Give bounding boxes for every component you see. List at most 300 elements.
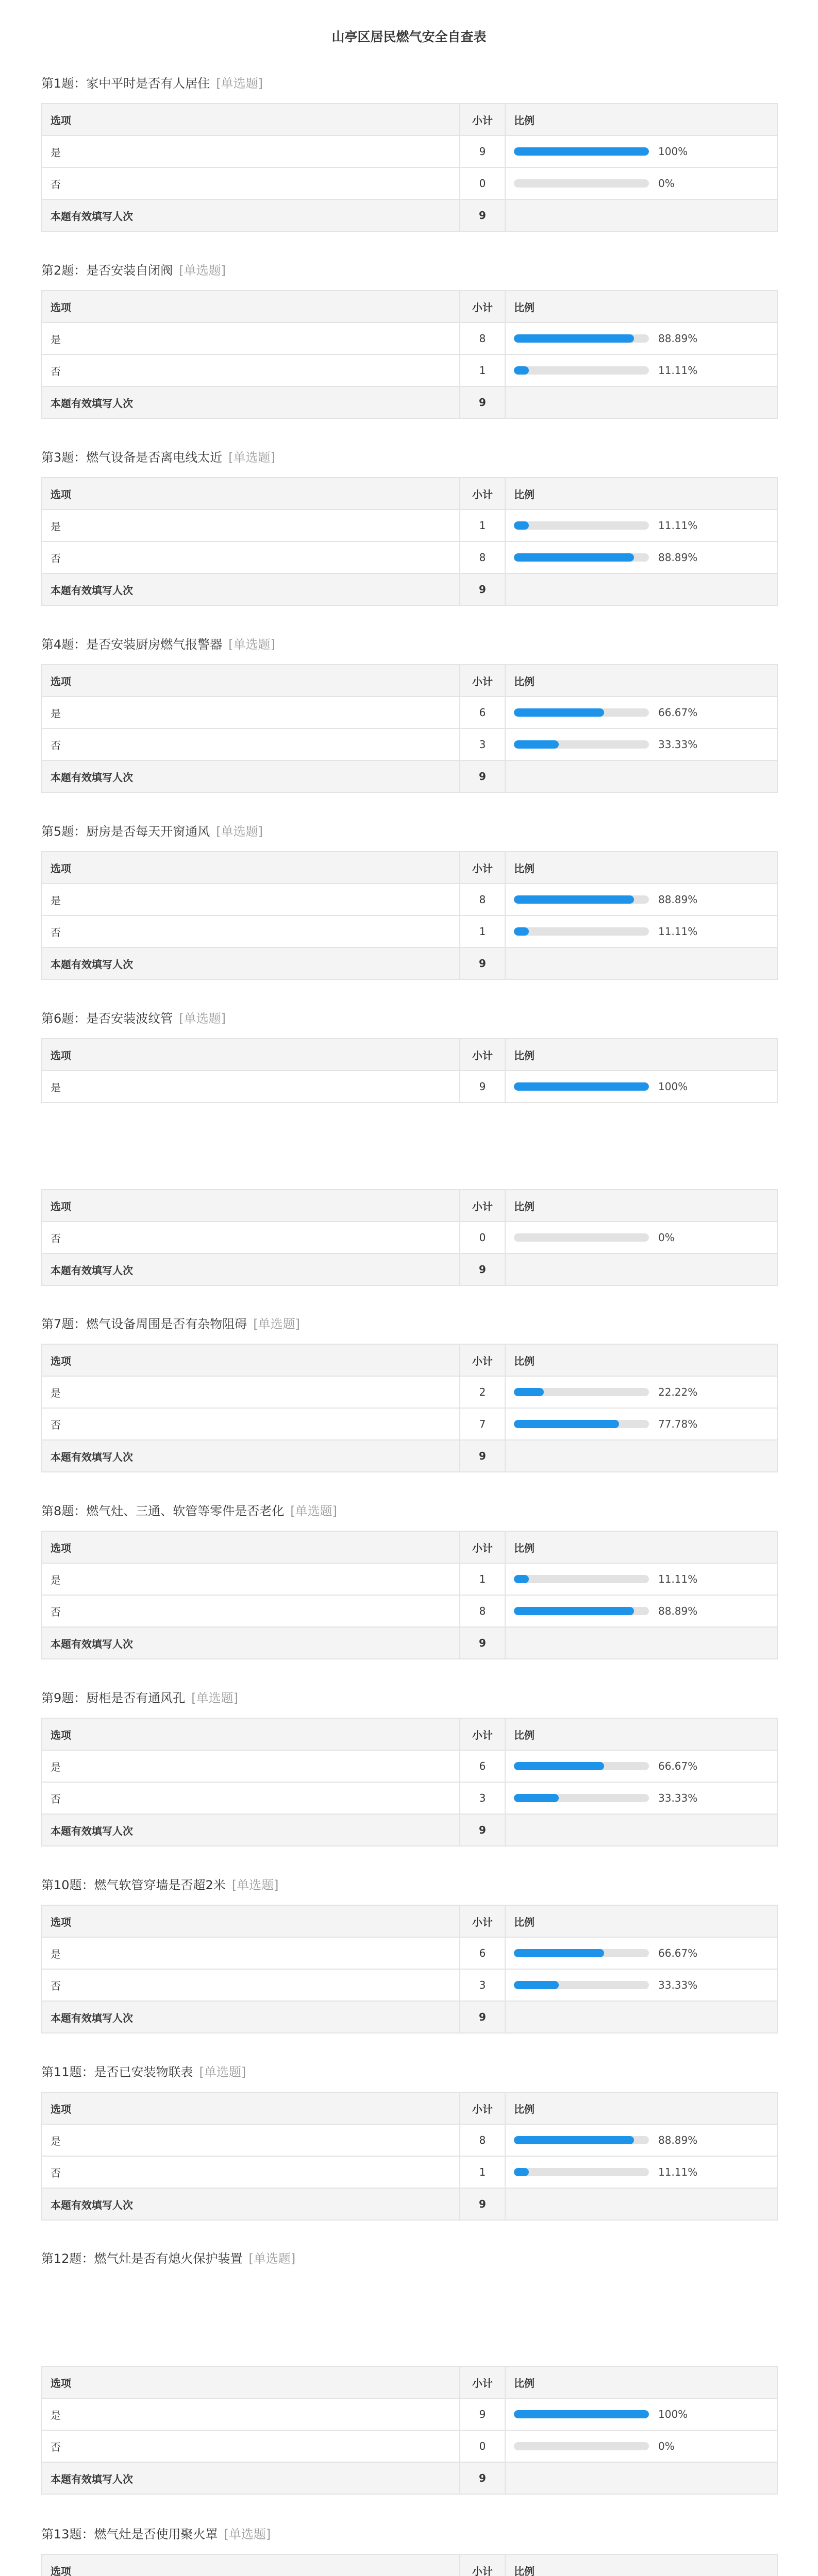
option-label: 是 (42, 135, 460, 167)
percent-label: 88.89% (658, 893, 698, 906)
ratio-cell (505, 916, 777, 947)
total-row (42, 199, 777, 231)
question-text: 第7题：燃气设备周围是否有杂物阻碍 (41, 1317, 247, 1331)
header-option: 选项 (42, 2092, 460, 2124)
table-header-row (42, 665, 777, 697)
ratio-cell (505, 1750, 777, 1782)
header-option: 选项 (42, 852, 460, 884)
results-table (41, 2554, 778, 2576)
progress-fill (514, 521, 529, 530)
table-row (42, 916, 777, 947)
ratio-bar (514, 706, 769, 719)
progress-track (514, 521, 649, 530)
total-empty-cell (505, 573, 777, 605)
total-empty-cell (505, 1440, 777, 1472)
count-value: 0 (460, 1222, 505, 1253)
progress-track (514, 1794, 649, 1802)
option-label: 否 (42, 2156, 460, 2188)
option-label: 否 (42, 167, 460, 199)
percent-label: 11.11% (658, 925, 698, 938)
question-type-tag: [单选题] (224, 2527, 271, 2541)
question-type-tag: [单选题] (179, 1011, 226, 1026)
progress-track (514, 1762, 649, 1770)
progress-fill (514, 334, 634, 343)
total-empty-cell (505, 386, 777, 418)
header-ratio: 比例 (505, 1905, 777, 1937)
table-header-row (42, 1718, 777, 1750)
header-count: 小计 (460, 478, 505, 510)
count-value: 9 (460, 2398, 505, 2430)
results-table (41, 477, 778, 606)
header-ratio: 比例 (505, 291, 777, 323)
ratio-cell (505, 2124, 777, 2156)
percent-label: 77.78% (658, 1418, 698, 1430)
count-value: 1 (460, 916, 505, 947)
progress-track (514, 1388, 649, 1396)
total-value: 9 (460, 760, 505, 792)
ratio-cell (505, 354, 777, 386)
table-header-row (42, 2092, 777, 2124)
total-row (42, 2001, 777, 2033)
header-count: 小计 (460, 2554, 505, 2576)
ratio-cell (505, 1563, 777, 1595)
question-text: 第3题：燃气设备是否离电线太近 (41, 450, 223, 465)
header-option: 选项 (42, 1531, 460, 1563)
total-label: 本题有效填写人次 (42, 2188, 460, 2220)
results-table (41, 290, 778, 419)
count-value: 9 (460, 135, 505, 167)
header-option: 选项 (42, 478, 460, 510)
count-value: 7 (460, 1408, 505, 1440)
progress-fill (514, 895, 634, 904)
percent-label: 0% (658, 1231, 675, 1244)
option-label: 是 (42, 1071, 460, 1103)
ratio-bar (514, 1760, 769, 1772)
progress-track (514, 1420, 649, 1428)
table-row (42, 2430, 777, 2462)
question-text: 第13题：燃气灶是否使用聚火罩 (41, 2527, 218, 2541)
ratio-bar (514, 925, 769, 938)
header-count: 小计 (460, 1190, 505, 1222)
ratio-bar (514, 2408, 769, 2420)
progress-track (514, 334, 649, 343)
option-label: 是 (42, 1750, 460, 1782)
count-value: 8 (460, 541, 505, 573)
ratio-bar (514, 551, 769, 564)
count-value: 3 (460, 1782, 505, 1814)
table-row (42, 728, 777, 760)
header-ratio: 比例 (505, 2366, 777, 2398)
ratio-bar (514, 332, 769, 345)
progress-track (514, 1607, 649, 1615)
question-type-tag: [单选题] (248, 2251, 296, 2266)
total-value: 9 (460, 2188, 505, 2220)
table-header-row (42, 1190, 777, 1222)
progress-track (514, 1981, 649, 1989)
question-title (41, 73, 263, 91)
ratio-cell (505, 1408, 777, 1440)
percent-label: 66.67% (658, 706, 698, 719)
header-ratio: 比例 (505, 1718, 777, 1750)
header-count: 小计 (460, 104, 505, 135)
table-row (42, 167, 777, 199)
header-count: 小计 (460, 1718, 505, 1750)
question-type-tag: [单选题] (199, 2065, 246, 2079)
total-value: 9 (460, 1814, 505, 1846)
question-title (41, 1875, 279, 1893)
table-header-row (42, 1039, 777, 1071)
header-option: 选项 (42, 1190, 460, 1222)
question-type-tag: [单选题] (191, 1691, 239, 1705)
table-row (42, 1563, 777, 1595)
header-option: 选项 (42, 665, 460, 697)
header-option: 选项 (42, 1039, 460, 1071)
question-text: 第11题：是否已安装物联表 (41, 2065, 193, 2079)
header-ratio: 比例 (505, 104, 777, 135)
results-table (41, 103, 778, 232)
question-type-tag: [单选题] (228, 450, 276, 465)
header-ratio: 比例 (505, 665, 777, 697)
total-label: 本题有效填写人次 (42, 1253, 460, 1285)
header-count: 小计 (460, 2092, 505, 2124)
total-empty-cell (505, 199, 777, 231)
table-row (42, 1222, 777, 1253)
progress-fill (514, 1981, 559, 1989)
option-label: 否 (42, 541, 460, 573)
ratio-bar (514, 1573, 769, 1585)
question-text: 第1题：家中平时是否有人居住 (41, 76, 210, 91)
question-type-tag: [单选题] (228, 637, 276, 652)
progress-fill (514, 2136, 634, 2144)
results-table (41, 1905, 778, 2033)
total-value: 9 (460, 1440, 505, 1472)
question-type-tag: [单选题] (216, 76, 263, 91)
question-title (41, 1314, 300, 1332)
percent-label: 33.33% (658, 1792, 698, 1804)
table-header-row (42, 2366, 777, 2398)
progress-fill (514, 1420, 619, 1428)
question-title (41, 1008, 226, 1026)
ratio-bar (514, 145, 769, 158)
total-label: 本题有效填写人次 (42, 2001, 460, 2033)
count-value: 6 (460, 697, 505, 728)
question-title (41, 2062, 246, 2080)
progress-track (514, 927, 649, 936)
progress-track (514, 366, 649, 375)
count-value: 3 (460, 1969, 505, 2001)
table-header-row (42, 1531, 777, 1563)
count-value: 1 (460, 2156, 505, 2188)
question-title (41, 2524, 271, 2542)
results-table (41, 1189, 778, 1286)
results-table (41, 1718, 778, 1846)
progress-track (514, 1082, 649, 1091)
option-label: 是 (42, 884, 460, 916)
percent-label: 88.89% (658, 332, 698, 345)
page-title: 山亭区居民燃气安全自查表 (331, 29, 487, 44)
option-label: 否 (42, 1222, 460, 1253)
table-row (42, 354, 777, 386)
header-ratio: 比例 (505, 478, 777, 510)
total-empty-cell (505, 2462, 777, 2494)
option-label: 是 (42, 2124, 460, 2156)
percent-label: 11.11% (658, 2166, 698, 2178)
table-row (42, 697, 777, 728)
table-row (42, 1937, 777, 1969)
question-text: 第9题：厨柜是否有通风孔 (41, 1691, 186, 1705)
table-row (42, 1071, 777, 1103)
percent-label: 66.67% (658, 1760, 698, 1772)
ratio-cell (505, 728, 777, 760)
header-count: 小计 (460, 1905, 505, 1937)
table-row (42, 541, 777, 573)
count-value: 3 (460, 728, 505, 760)
question-title (41, 821, 263, 839)
question-text: 第4题：是否安装厨房燃气报警器 (41, 637, 223, 652)
count-value: 8 (460, 323, 505, 354)
question-title (41, 2248, 295, 2266)
option-label: 否 (42, 728, 460, 760)
table-row (42, 1969, 777, 2001)
question-title (41, 1501, 337, 1519)
table-row (42, 1595, 777, 1627)
progress-track (514, 1233, 649, 1242)
progress-track (514, 179, 649, 188)
progress-fill (514, 708, 604, 717)
header-ratio: 比例 (505, 1344, 777, 1376)
ratio-bar (514, 1386, 769, 1398)
question-title (41, 260, 226, 278)
progress-track (514, 740, 649, 749)
total-label: 本题有效填写人次 (42, 1814, 460, 1846)
header-ratio: 比例 (505, 1190, 777, 1222)
option-label: 是 (42, 2398, 460, 2430)
ratio-cell (505, 2156, 777, 2188)
progress-fill (514, 366, 529, 375)
total-label: 本题有效填写人次 (42, 760, 460, 792)
percent-label: 11.11% (658, 1573, 698, 1585)
ratio-bar (514, 1605, 769, 1617)
total-row (42, 760, 777, 792)
ratio-cell (505, 323, 777, 354)
total-value: 9 (460, 199, 505, 231)
progress-fill (514, 2168, 529, 2176)
table-header-row (42, 1344, 777, 1376)
total-label: 本题有效填写人次 (42, 947, 460, 979)
total-row (42, 1627, 777, 1659)
percent-label: 33.33% (658, 738, 698, 751)
ratio-bar (514, 738, 769, 751)
total-value: 9 (460, 573, 505, 605)
header-option: 选项 (42, 291, 460, 323)
total-label: 本题有效填写人次 (42, 2462, 460, 2494)
header-count: 小计 (460, 291, 505, 323)
count-value: 1 (460, 354, 505, 386)
table-row (42, 2124, 777, 2156)
progress-track (514, 147, 649, 156)
percent-label: 100% (658, 2408, 688, 2420)
header-option: 选项 (42, 104, 460, 135)
ratio-cell (505, 135, 777, 167)
ratio-cell (505, 1595, 777, 1627)
header-count: 小计 (460, 1531, 505, 1563)
table-row (42, 1408, 777, 1440)
ratio-cell (505, 1071, 777, 1103)
option-label: 否 (42, 916, 460, 947)
count-value: 8 (460, 1595, 505, 1627)
total-label: 本题有效填写人次 (42, 1440, 460, 1472)
header-option: 选项 (42, 1905, 460, 1937)
ratio-cell (505, 167, 777, 199)
ratio-bar (514, 1231, 769, 1244)
total-row (42, 2188, 777, 2220)
count-value: 0 (460, 2430, 505, 2462)
progress-fill (514, 2410, 649, 2418)
percent-label: 88.89% (658, 2134, 698, 2146)
option-label: 否 (42, 1969, 460, 2001)
total-empty-cell (505, 2188, 777, 2220)
table-row (42, 1750, 777, 1782)
total-row (42, 1814, 777, 1846)
percent-label: 100% (658, 1080, 688, 1093)
table-row (42, 2398, 777, 2430)
progress-fill (514, 740, 559, 749)
total-row (42, 1253, 777, 1285)
ratio-bar (514, 1979, 769, 1991)
progress-track (514, 895, 649, 904)
total-row (42, 1440, 777, 1472)
header-count: 小计 (460, 1039, 505, 1071)
total-empty-cell (505, 760, 777, 792)
total-row (42, 386, 777, 418)
table-row (42, 1376, 777, 1408)
header-count: 小计 (460, 2366, 505, 2398)
count-value: 9 (460, 1071, 505, 1103)
table-row (42, 135, 777, 167)
percent-label: 0% (658, 177, 675, 190)
total-row (42, 947, 777, 979)
header-option: 选项 (42, 1718, 460, 1750)
ratio-bar (514, 1418, 769, 1430)
header-count: 小计 (460, 852, 505, 884)
progress-fill (514, 927, 529, 936)
ratio-bar (514, 364, 769, 377)
total-value: 9 (460, 386, 505, 418)
ratio-cell (505, 2430, 777, 2462)
results-table (41, 2366, 778, 2495)
option-label: 否 (42, 2430, 460, 2462)
progress-fill (514, 1388, 544, 1396)
table-header-row (42, 104, 777, 135)
ratio-bar (514, 1947, 769, 1959)
question-type-tag: [单选题] (216, 824, 263, 839)
progress-track (514, 2168, 649, 2176)
header-count: 小计 (460, 665, 505, 697)
progress-fill (514, 1762, 604, 1770)
header-ratio: 比例 (505, 2554, 777, 2576)
progress-fill (514, 1794, 559, 1802)
question-text: 第8题：燃气灶、三通、软管等零件是否老化 (41, 1504, 285, 1518)
percent-label: 22.22% (658, 1386, 698, 1398)
question-type-tag: [单选题] (253, 1317, 301, 1331)
ratio-cell (505, 1222, 777, 1253)
ratio-cell (505, 1969, 777, 2001)
count-value: 8 (460, 2124, 505, 2156)
ratio-bar (514, 893, 769, 906)
table-header-row (42, 291, 777, 323)
header-ratio: 比例 (505, 852, 777, 884)
ratio-cell (505, 1937, 777, 1969)
question-title (41, 447, 275, 465)
question-text: 第2题：是否安装自闭阀 (41, 263, 173, 278)
progress-fill (514, 553, 634, 562)
results-table (41, 1531, 778, 1659)
total-empty-cell (505, 947, 777, 979)
ratio-cell (505, 1782, 777, 1814)
question-title (41, 634, 275, 652)
progress-fill (514, 1082, 649, 1091)
header-option: 选项 (42, 1344, 460, 1376)
total-label: 本题有效填写人次 (42, 199, 460, 231)
ratio-bar (514, 2440, 769, 2452)
count-value: 1 (460, 510, 505, 541)
progress-track (514, 2442, 649, 2450)
percent-label: 66.67% (658, 1947, 698, 1959)
ratio-cell (505, 1376, 777, 1408)
option-label: 是 (42, 510, 460, 541)
table-row (42, 510, 777, 541)
progress-track (514, 2136, 649, 2144)
table-row (42, 1782, 777, 1814)
question-type-tag: [单选题] (179, 263, 226, 278)
total-row (42, 573, 777, 605)
percent-label: 88.89% (658, 551, 698, 564)
total-label: 本题有效填写人次 (42, 573, 460, 605)
ratio-cell (505, 510, 777, 541)
table-header-row (42, 478, 777, 510)
option-label: 否 (42, 1408, 460, 1440)
progress-track (514, 2410, 649, 2418)
results-table (41, 851, 778, 980)
table-row (42, 323, 777, 354)
option-label: 是 (42, 1376, 460, 1408)
table-row (42, 884, 777, 916)
count-value: 0 (460, 167, 505, 199)
ratio-cell (505, 541, 777, 573)
progress-fill (514, 147, 649, 156)
ratio-bar (514, 2134, 769, 2146)
header-ratio: 比例 (505, 1531, 777, 1563)
header-ratio: 比例 (505, 2092, 777, 2124)
progress-track (514, 1575, 649, 1583)
total-value: 9 (460, 2001, 505, 2033)
header-count: 小计 (460, 1344, 505, 1376)
ratio-cell (505, 697, 777, 728)
count-value: 2 (460, 1376, 505, 1408)
results-table (41, 1038, 778, 1103)
ratio-bar (514, 1080, 769, 1093)
option-label: 是 (42, 697, 460, 728)
percent-label: 11.11% (658, 519, 698, 532)
percent-label: 100% (658, 145, 688, 158)
total-empty-cell (505, 1253, 777, 1285)
percent-label: 88.89% (658, 1605, 698, 1617)
progress-track (514, 553, 649, 562)
question-text: 第6题：是否安装波纹管 (41, 1011, 173, 1026)
ratio-bar (514, 2166, 769, 2178)
results-table (41, 1344, 778, 1472)
progress-track (514, 708, 649, 717)
